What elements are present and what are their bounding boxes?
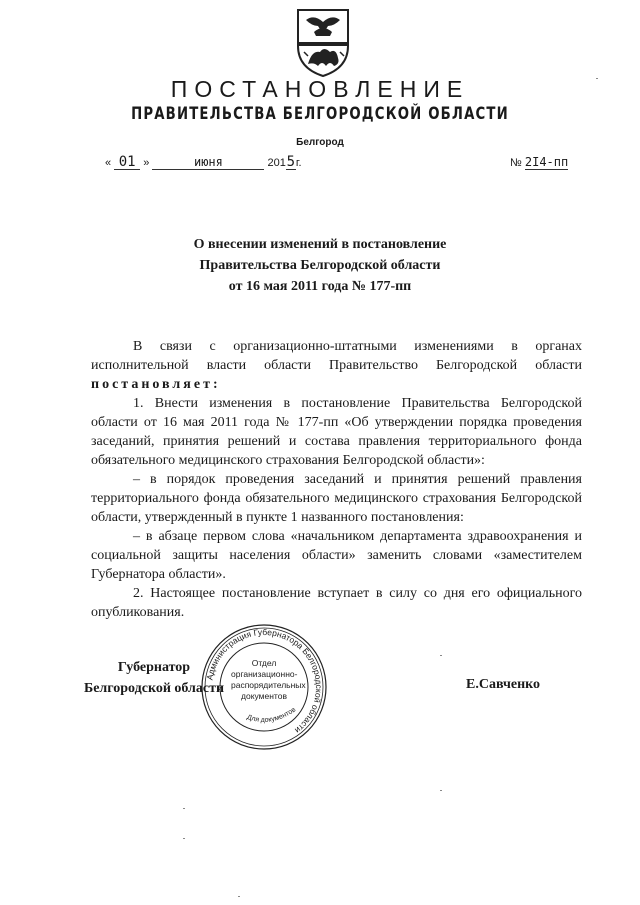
scan-speck xyxy=(183,838,185,839)
signatory-title-line-2: Белгородской области xyxy=(83,681,225,696)
date-month: июня xyxy=(152,155,264,170)
issuing-authority: ПРАВИТЕЛЬСТВА БЕЛГОРОДСКОЙ ОБЛАСТИ xyxy=(131,104,509,124)
date-day: 01 xyxy=(114,155,140,170)
city-name: Белгород xyxy=(296,137,344,148)
resolves-word: постановляет: xyxy=(91,377,221,392)
scan-speck xyxy=(440,790,442,791)
title-line-2: Правительства Белгородской области xyxy=(199,258,441,273)
number-value: 2I4-пп xyxy=(524,155,569,169)
intro-text: В связи с организационно-штатными изменениями в органах исполнительной власти области Правительство Белгородской области xyxy=(91,339,582,373)
scan-speck xyxy=(596,78,598,79)
stamp-line-2: организационно- xyxy=(231,669,298,679)
coat-of-arms-emblem xyxy=(294,6,352,78)
signatory-name: Е.Савченко xyxy=(466,677,541,692)
paragraph-4: 2. Настоящее постановление вступает в силу со дня его официального опубликования. xyxy=(91,586,582,620)
stamp-bottom-text: Для документов xyxy=(245,706,298,725)
number-prefix: № xyxy=(510,157,522,169)
paragraph-1: 1. Внести изменения в постановление Правительства Белгородской области от 16 мая 2011 года № 177-пп «Об утверждении порядка проведения заседаний, принятия решений и состава правления территориального фонда обязательного медицинского страхования Белгородской области»: xyxy=(91,396,582,468)
quote-open: « xyxy=(105,157,112,169)
paragraph-3: – в абзаце первом слова «начальником департамента здравоохранения и социальной защиты населения области» заменить словами «заместителем Губернатора области». xyxy=(91,529,582,582)
stamp-ring-text: Администрация Губернатора Белгородской области xyxy=(204,626,325,736)
quote-close: » xyxy=(143,157,150,169)
document-body xyxy=(91,337,582,622)
stamp-line-3: распорядительных xyxy=(231,680,306,690)
signatory-title-line-1: Губернатор xyxy=(117,660,191,675)
document-number xyxy=(510,155,568,169)
document-date xyxy=(105,155,302,170)
document-title xyxy=(0,234,640,297)
scan-speck xyxy=(183,808,185,809)
stamp-center-text xyxy=(231,658,306,702)
date-year-unit: г. xyxy=(295,157,302,169)
date-year-suffix: 5 xyxy=(286,154,296,170)
title-line-1: О внесении изменений в постановление xyxy=(193,237,447,252)
stamp-line-1: Отдел xyxy=(251,658,277,668)
intro-paragraph xyxy=(91,337,582,394)
stamp-line-4: документов xyxy=(241,691,287,701)
paragraph-2: – в порядок проведения заседаний и принятия решений правления территориального фонда обязательного медицинского страхования Белгородской области, утвержденный в пункте 1 названного постановления: xyxy=(91,472,582,525)
scan-speck xyxy=(238,896,240,897)
date-year-prefix: 201 xyxy=(267,157,286,169)
document-type-heading: ПОСТАНОВЛЕНИЕ xyxy=(170,76,470,102)
title-line-3: от 16 мая 2011 года № 177-пп xyxy=(228,279,412,294)
scan-speck xyxy=(440,655,442,656)
